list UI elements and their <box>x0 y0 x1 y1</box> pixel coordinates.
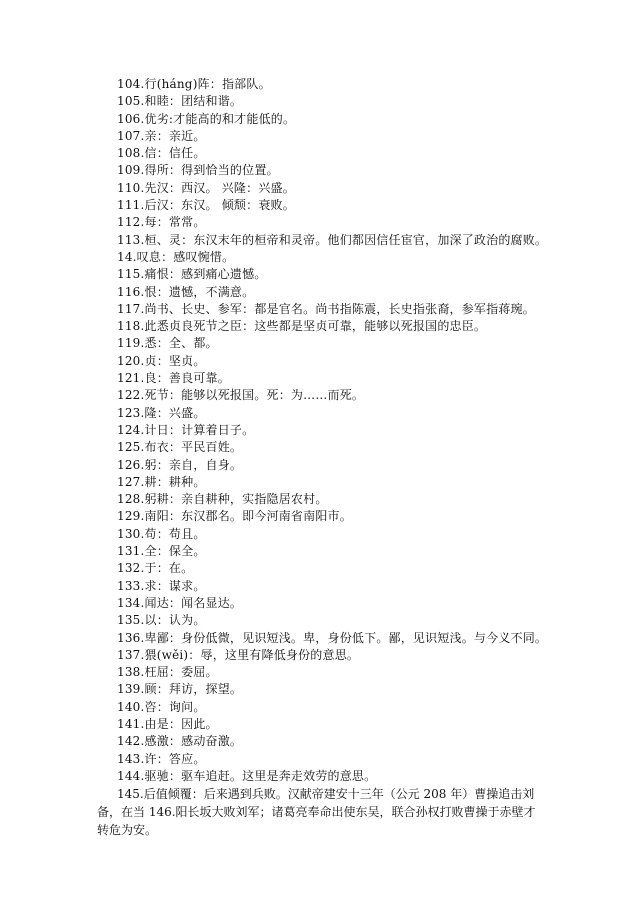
annotation-line-138: 138.枉屈：委屈。 <box>117 665 218 680</box>
annotation-line-109: 109.得所：得到恰当的位置。 <box>117 163 279 178</box>
annotation-line-131: 131.全：保全。 <box>117 544 206 559</box>
annotation-line-141: 141.由是：因此。 <box>117 716 218 731</box>
annotation-line-127: 127.耕：耕种。 <box>117 474 206 489</box>
annotation-line-125: 125.布衣：平民百姓。 <box>117 440 243 455</box>
annotation-line-143: 143.许：答应。 <box>117 751 206 766</box>
annotation-line-111: 111.后汉：东汉。 倾颓：衰败。 <box>117 198 295 213</box>
annotation-line-115: 115.痛恨：感到痛心遗憾。 <box>117 267 267 282</box>
annotation-line-104: 104.行(háng)阵：指部队。 <box>117 77 271 91</box>
annotation-line-120: 120.贞：坚贞。 <box>117 353 206 368</box>
annotation-line-126: 126.躬：亲自，自身。 <box>117 457 243 472</box>
annotation-line-118: 118.此悉贞良死节之臣：这些都是坚贞可靠，能够以死报国的忠臣。 <box>117 319 487 334</box>
annotation-line-136: 136.卑鄙：身份低微，见识短浅。卑，身份低下。鄙，见识短浅。与今义不同。 <box>117 630 548 645</box>
annotation-line-122: 122.死节：能够以死报国。死：为……而死。 <box>117 388 365 403</box>
annotation-line-110: 110.先汉：西汉。 兴隆：兴盛。 <box>117 180 295 195</box>
annotation-line-128: 128.躬耕：亲自耕种，实指隐居农村。 <box>117 492 328 507</box>
annotation-line-129: 129.南阳：东汉郡名。即今河南省南阳市。 <box>117 509 352 524</box>
annotation-line-130: 130.苟：苟且。 <box>117 526 206 541</box>
annotation-line-121: 121.良：善良可靠。 <box>117 371 230 386</box>
annotation-line-133: 133.求：谋求。 <box>117 578 206 593</box>
annotation-line-134: 134.闻达：闻名显达。 <box>117 595 243 610</box>
annotation-line-105: 105.和睦：团结和谐。 <box>117 94 243 109</box>
annotation-line-135: 135.以：认为。 <box>117 613 206 628</box>
annotation-line-142: 142.感激：感动奋激。 <box>117 734 243 749</box>
annotation-line-114: 14.叹息：感叹惋惜。 <box>117 249 235 264</box>
annotation-line-123: 123.隆：兴盛。 <box>117 405 206 420</box>
annotation-line-124: 124.计日：计算着日子。 <box>117 422 255 437</box>
annotation-line-144: 144.驱驰：驱车追赶。这里是奔走效劳的意思。 <box>117 768 377 783</box>
annotation-line-112: 112.每：常常。 <box>117 215 206 230</box>
annotation-line-119: 119.悉：全、都。 <box>117 336 218 351</box>
annotation-line-106: 106.优劣:才能高的和才能低的。 <box>117 111 296 126</box>
annotation-paragraph-145: 145.后值倾覆：后来遇到兵败。汉献帝建安十三年（公元 208 年）曹操追击刘备，在当 146.阳长坂大败刘军；诸葛亮奉命出使东吴，联合孙权打败曹操于赤壁才转危为安。 <box>97 787 536 838</box>
annotation-line-107: 107.亲：亲近。 <box>117 128 206 143</box>
annotation-line-139: 139.顾：拜访，探望。 <box>117 682 243 697</box>
annotation-line-116: 116.恨：遗憾，不满意。 <box>117 284 255 299</box>
annotation-line-132: 132.于：在。 <box>117 561 194 576</box>
annotation-line-108: 108.信：信任。 <box>117 146 206 161</box>
annotation-list <box>97 76 557 839</box>
annotation-line-140: 140.咨：询问。 <box>117 699 206 714</box>
annotation-line-137: 137.猥(wěi)：辱，这里有降低身份的意思。 <box>117 647 360 662</box>
annotation-line-117: 117.尚书、长史、参军：都是官名。尚书指陈震，长史指张裔，参军指蒋琬。 <box>117 301 535 316</box>
annotation-line-113: 113.桓、灵：东汉末年的桓帝和灵帝。他们都因信任宦官，加深了政治的腐败。 <box>117 232 548 247</box>
